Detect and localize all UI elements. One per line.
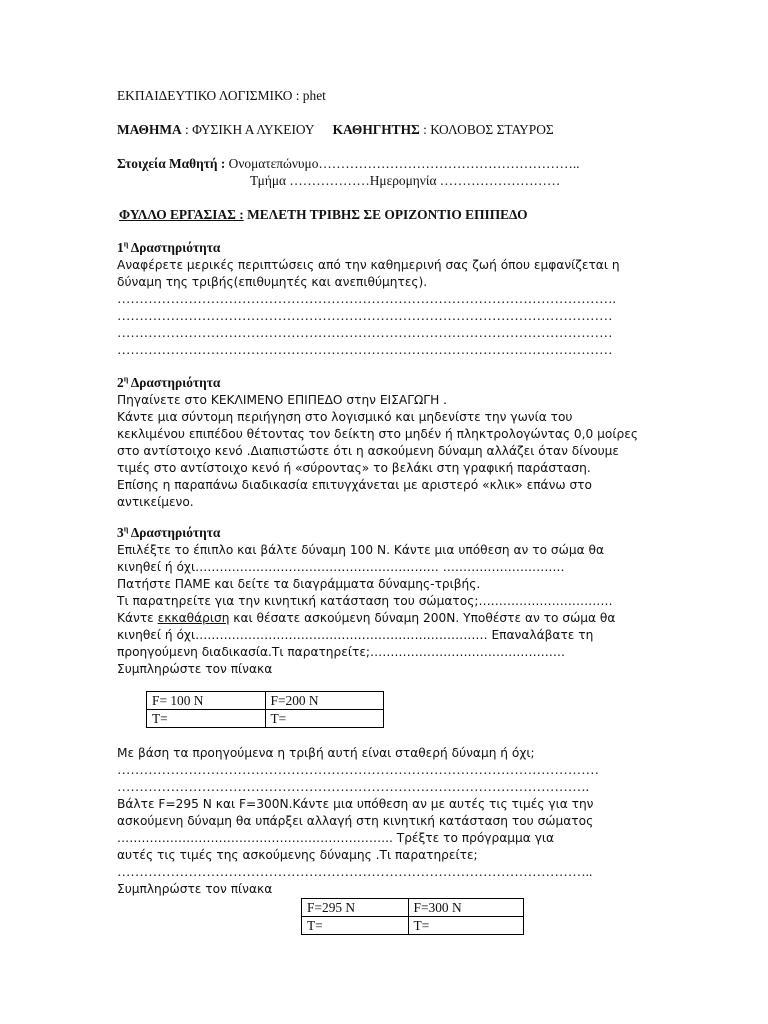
table-cell: T= (302, 917, 409, 935)
worksheet-title (119, 207, 528, 223)
activity3-sup: η (123, 524, 129, 534)
activity2-text-1: Πηγαίνετε στο ΚΕΚΛΙΜΕΝΟ ΕΠΙΠΕΔΟ στην ΕΙΣΑΓΩΓΗ . (117, 393, 447, 407)
student-name-line (117, 156, 580, 172)
activity1-text-1: Αναφέρετε μερικές περιπτώσεις από την καθημερινή σας ζωή όπου εμφανίζεται η (117, 258, 620, 272)
subject-teacher-line (117, 122, 554, 138)
activity3-text-1: Επιλέξτε το έπιπλο και βάλτε δύναμη 100 Ν. Κάντε μια υπόθεση αν το σώμα θα (117, 543, 604, 557)
student-label: Στοιχεία Μαθητή : (117, 156, 226, 171)
activity3-title: Δραστηριότητα (128, 525, 221, 540)
activity3-text-2: κινηθεί ή όχι…………………………………………………… ………………………… (117, 560, 565, 574)
activity3-text-13: Συμπληρώστε τον πίνακα (117, 882, 273, 896)
table-row (302, 899, 524, 917)
table-cell: T= (265, 710, 384, 728)
table-cell: F=200 N (265, 692, 384, 710)
worksheet-title-topic: ΜΕΛΕΤΗ ΤΡΙΒΗΣ ΣΕ ΟΡΙΖΟΝΤΙΟ ΕΠΙΠΕΔΟ (243, 207, 528, 222)
activity1-sup: η (123, 239, 129, 249)
activity2-text-4: στο αντίστοιχο κενό .Διαπιστώστε ότι η ασκούμενη δύναμη αλλάζει όταν δίνουμε (117, 444, 619, 458)
clear-keyword: εκκαθάριση (157, 611, 230, 625)
activity3-text-4: Τι παρατηρείτε για την κινητική κατάσταση του σώματος;…………………………… (117, 594, 613, 608)
table-cell: F= 100 N (147, 692, 266, 710)
activity1-heading (117, 240, 220, 256)
activity3-text-10: ασκούμενη δύναμη θα υπάρξει αλλαγή στη κινητική κατάσταση του σώματος (117, 814, 594, 828)
activity1-answer-line-4: ………………………………………………………………………………………………… (117, 342, 613, 357)
table-cell: F=295 N (302, 899, 409, 917)
table-row (147, 692, 384, 710)
activity3-text-8: Συμπληρώστε τον πίνακα (117, 662, 273, 676)
software-line: ΕΚΠΑΙΔΕΥΤΙΚΟ ΛΟΓΙΣΜΙΚΟ : phet (117, 88, 326, 103)
worksheet-title-prefix: ΦΥΛΛΟ ΕΡΓΑΣΙΑΣ : (119, 207, 244, 222)
table-cell: T= (147, 710, 266, 728)
activity3-question: Με βάση τα προηγούμενα η τριβή αυτή είναι σταθερή δύναμη ή όχι; (117, 746, 535, 760)
activity3-answer-line-2: ……………………………………………………………………………………………. (117, 779, 590, 794)
force-friction-table-1 (146, 691, 384, 728)
activity3-text-5 (117, 610, 615, 626)
student-name-field: Ονοματεπώνυμο………………………………………………….. (225, 156, 580, 171)
activity2-title: Δραστηριότητα (128, 375, 221, 390)
activity3-text-9: Βάλτε F=295 N και F=300N.Κάντε μια υπόθεση αν με αυτές τις τιμές για την (117, 797, 594, 811)
activity3-number: 3 (117, 525, 124, 540)
table-row (302, 917, 524, 935)
student-class-line: Τμήμα ………………Ημερομηνία ……………………… (250, 173, 561, 188)
force-friction-table-2 (301, 898, 524, 935)
activity3-text-6: κινηθεί ή όχι……………………………………………………………… Επαναλάβατε τη (117, 628, 594, 642)
activity3-text-12: αυτές τις τιμές της ασκούμενης δύναμης .Τι παρατηρείτε; (117, 848, 478, 862)
activity3-text-7: προηγούμενη διαδικασία.Τι παρατηρείτε;………………………………………… (117, 645, 566, 659)
activity3-text-5-post: και θέσατε ασκούμενη δύναμη 200Ν. Υποθέστε αν το σώμα θα (229, 611, 616, 625)
activity1-number: 1 (117, 240, 124, 255)
activity2-heading (117, 375, 220, 391)
activity1-answer-line-3: ………………………………………………………………………………………………… (117, 325, 613, 340)
activity3-heading (117, 525, 220, 541)
activity2-text-7: αντικείμενο. (117, 495, 194, 509)
activity2-text-3: κεκλιμένου επιπέδου θέτοντας τον δείκτη στο μηδέν ή πληκτρολογώντας 0,0 μοίρες (117, 427, 638, 441)
activity1-title: Δραστηριότητα (128, 240, 221, 255)
activity1-answer-line-2: ………………………………………………………………………………………………… (117, 308, 613, 323)
activity3-answer-line-3: …………………………………………………………………………………………….. (117, 864, 593, 879)
activity2-text-6: Επίσης η παραπάνω διαδικασία επιτυγχάνεται με αριστερό «κλικ» επάνω στο (117, 478, 592, 492)
subject-label: ΜΑΘΗΜΑ (117, 122, 182, 137)
table-cell: T= (408, 917, 523, 935)
activity1-text-2: δύναμη της τριβής(επιθυμητές και ανεπιθύμητες). (117, 275, 428, 289)
teacher-value: : ΚΟΛΟΒΟΣ ΣΤΑΥΡΟΣ (419, 122, 554, 137)
activity3-text-5-pre: Κάντε (117, 611, 158, 625)
activity2-sup: η (123, 374, 129, 384)
subject-value: : ΦΥΣΙΚΗ Α ΛΥΚΕΙΟΥ (181, 122, 315, 137)
activity1-answer-line-1: …………………………………………………………………………………………………. (117, 291, 616, 306)
activity3-answer-line-1: ……………………………………………………………………………………………… (117, 762, 600, 777)
activity2-number: 2 (117, 375, 124, 390)
table-row (147, 710, 384, 728)
table-cell: F=300 N (408, 899, 523, 917)
activity3-text-11: ………………………………………………………….. Τρέξτε το πρόγραμμα για (117, 831, 555, 845)
activity2-text-5: τιμές στο αντίστοιχο κενό ή «σύροντας» το βελάκι στη γραφική παράσταση. (117, 461, 591, 475)
activity2-text-2: Κάντε μια σύντομη περιήγηση στο λογισμικό και μηδενίστε την γωνία του (117, 410, 573, 424)
teacher-label: ΚΑΘΗΓΗΤΗΣ (332, 122, 420, 137)
activity3-text-3: Πατήστε ΠΑΜΕ και δείτε τα διαγράμματα δύναμης-τριβής. (117, 577, 481, 591)
